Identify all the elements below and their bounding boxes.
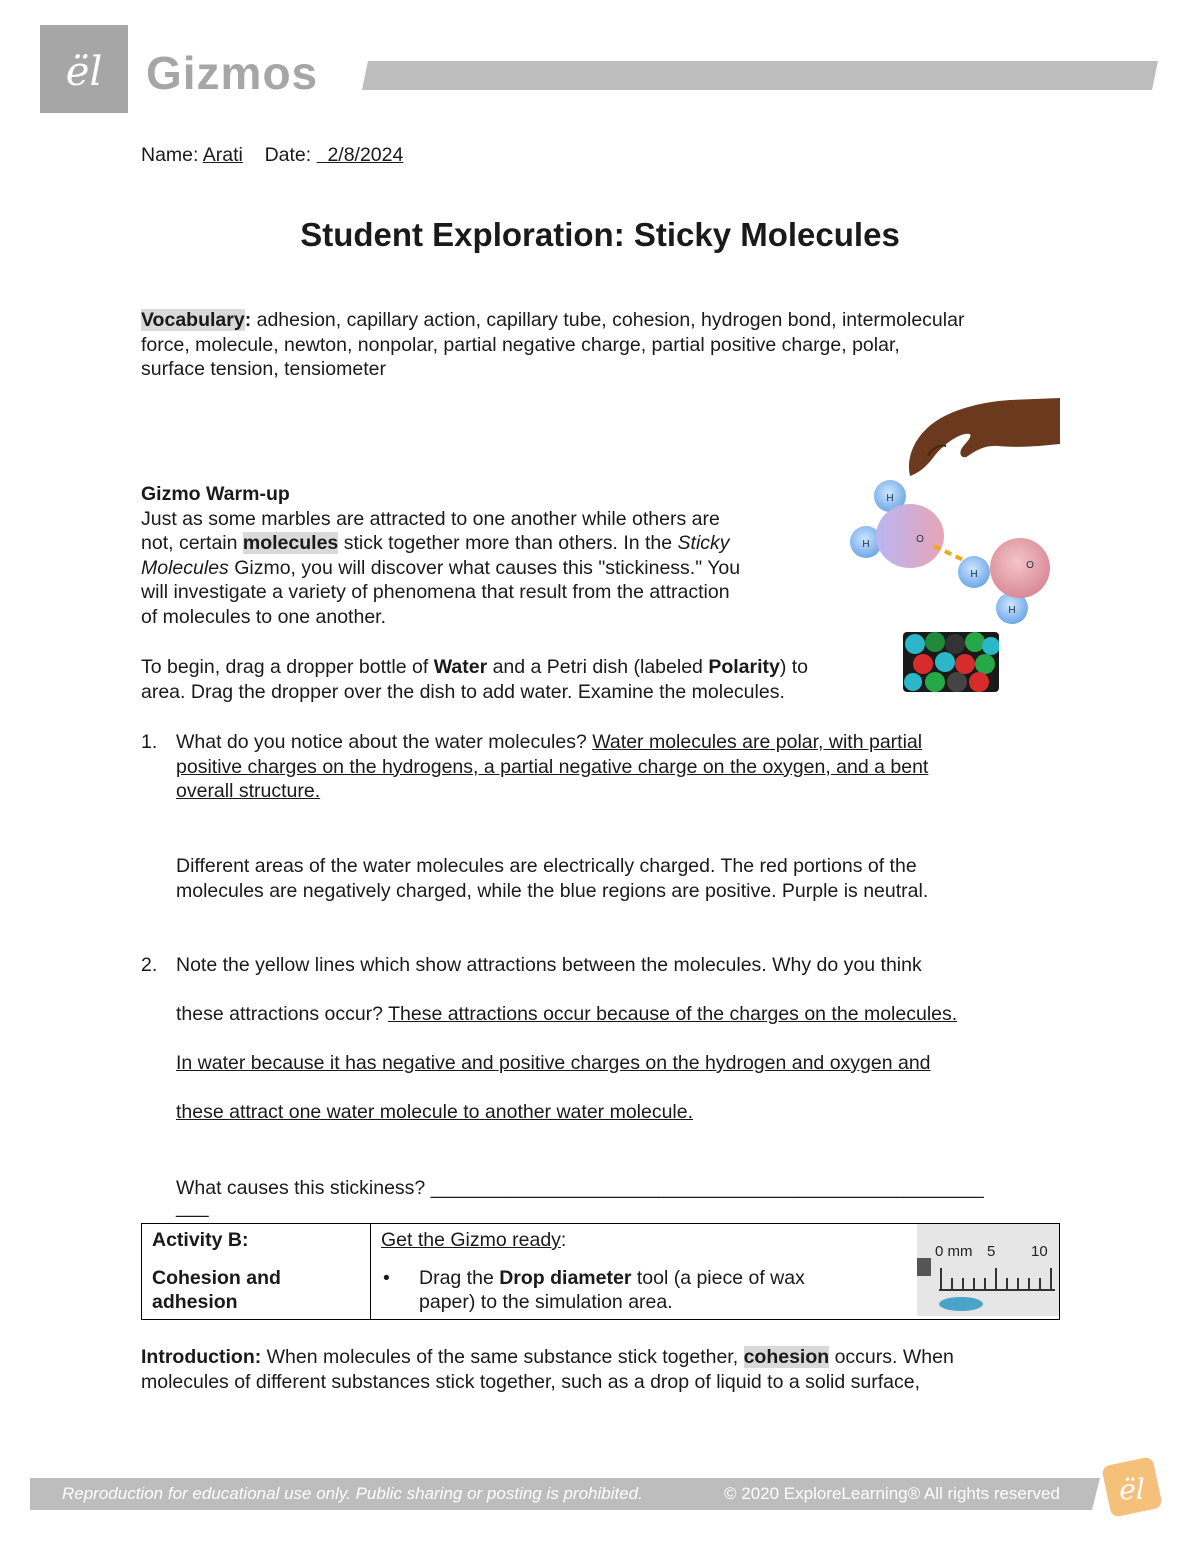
warmup-instructions: To begin, drag a dropper bottle of Water and a Petri dish (labeled Polarity) to area. Drag the dropper over the dish to add water. Examine the molecules. (141, 656, 809, 703)
activity-bullet: • Drag the Drop diameter tool (a piece of wax paper) to the simulation area. (383, 1266, 805, 1313)
stickiness-blank: ___________________________________________________ (430, 1177, 984, 1199)
svg-text:ël: ël (1119, 1473, 1145, 1506)
svg-text:H: H (862, 539, 870, 550)
question-1: What do you notice about the water molecules? Water molecules are polar, with partial positive charges on the hydrogens, a partial negative charge on the oxygen, and a bent overall structure. (176, 731, 929, 802)
q1-note: Different areas of the water molecules are electrically charged. The red portions of the molecules are negatively charged, while the blue regions are positive. Purple is neutral. (176, 855, 929, 902)
student-date: 2/8/2024 (327, 144, 404, 166)
footer-copyright: © 2020 ExploreLearning® All rights reserved (724, 1484, 1060, 1503)
molecules-term: molecules (242, 532, 339, 554)
svg-text:O: O (1026, 560, 1034, 571)
brand-name: Gizmos (146, 47, 319, 99)
page-title: Student Exploration: Sticky Molecules (300, 216, 900, 253)
q2-answer: these attractions occur? These attractions occur because of the charges on the molecules. In water because it has negative and positive charges on the hydrogen and oxygen and these attract one water molecule to another water molecule. (176, 1003, 958, 1123)
vocabulary-label: Vocabulary (141, 309, 245, 331)
cohesion-term: cohesion (743, 1346, 830, 1368)
introduction: Introduction: When molecules of the same substance stick together, cohesion occurs. When molecules of different substances stick together, such as a drop of liquid to a solid surface, (141, 1346, 954, 1393)
activity-instructions-cell: Get the Gizmo ready: • Drag the Drop diameter tool (a piece of wax paper) to the simulation area. 0 mm 5 10 (371, 1224, 1060, 1320)
water-molecules-illustration (840, 476, 1055, 628)
petri-dish-illustration (903, 632, 999, 692)
svg-text:10: 10 (1031, 1243, 1048, 1260)
footer-disclaimer: Reproduction for educational use only. Public sharing or posting is prohibited. (62, 1484, 643, 1503)
stickiness-question: What causes this stickiness? ___________________________________________________ ___ (176, 1177, 984, 1218)
activity-table (141, 1223, 1060, 1320)
q1-answer: Water molecules are polar, with partial (592, 731, 923, 753)
ruler-illustration (917, 1224, 1059, 1316)
warmup-heading: Gizmo Warm-up (141, 483, 290, 505)
gizmos-logo (40, 25, 128, 113)
svg-text:H: H (970, 569, 978, 580)
svg-text:O: O (916, 534, 924, 545)
header-bar (362, 61, 1158, 90)
q2-number: 2. (141, 954, 158, 976)
svg-text:H: H (1008, 605, 1016, 616)
student-name: Arati (202, 144, 243, 166)
warmup-section: Gizmo Warm-up Just as some marbles are attracted to one another while others are not, certain molecules stick together more than others. In the Sticky Molecules Gizmo, you will discover what causes this "stickiness." You will investigate a variety of phenomena that result from the attraction of molecules to one another. (141, 482, 821, 629)
hand-illustration (900, 398, 1060, 480)
q1-number: 1. (141, 731, 158, 753)
student-info: Name: Arati Date: 2/8/2024 (141, 144, 404, 166)
svg-text:H: H (886, 493, 894, 504)
vocabulary: Vocabulary: adhesion, capillary action, capillary tube, cohesion, hydrogen bond, intermolecular force, molecule, newton, nonpolar, partial negative charge, partial positive charge, polar, surface tension, tensiometer (141, 309, 965, 380)
svg-text:5: 5 (987, 1243, 996, 1260)
oxygen-atom (876, 504, 944, 568)
svg-text:0 mm: 0 mm (935, 1243, 973, 1260)
svg-text:ël: ël (65, 49, 103, 95)
question-2: Note the yellow lines which show attractions between the molecules. Why do you think (176, 954, 922, 976)
explorelearning-logo-icon (1100, 1455, 1164, 1519)
oxygen-atom (990, 538, 1050, 598)
el-logo-icon (40, 25, 128, 113)
activity-label-cell: Activity B: Cohesion and adhesion (142, 1224, 371, 1320)
